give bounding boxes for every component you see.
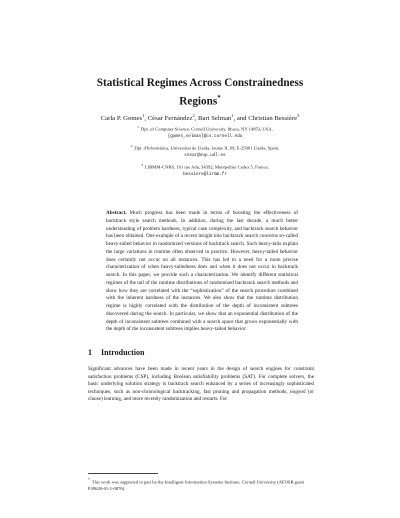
- abstract-heading: Abstract.: [106, 210, 127, 216]
- affiliation: [70, 162, 340, 179]
- affiliation: [70, 143, 340, 160]
- footnote-mark: *: [88, 478, 90, 482]
- author-affil-mark: 1: [142, 113, 145, 118]
- author-affil-mark: 2: [192, 113, 195, 118]
- affiliation-mark: 2: [130, 144, 133, 149]
- title-line-2: [60, 91, 340, 110]
- paper-title: [60, 76, 340, 110]
- author-name: Bart Selman: [198, 115, 232, 123]
- affiliation-list: [70, 124, 340, 181]
- affiliation-text: Dpt. of Computer Science, Cornell University, Ithaca, NY 14853, USA,: [140, 126, 273, 132]
- footnote: [88, 477, 314, 492]
- title-footnote-mark: *: [217, 94, 221, 102]
- affiliation-email: cesar@eup.udl.es: [184, 153, 226, 159]
- author-list: Carla P. Gomes$^1$, Cèsar Fernández$^2$, Bart Selman$^1$, and Christian Bessière$^3$: [100, 113, 300, 123]
- abstract: [106, 210, 298, 334]
- affiliation-mark: 1: [137, 125, 139, 129]
- abstract-text: Much progress has been made in terms of boosting the effectiveness of backtrack style search methods. In addition, during the last decade, a much better understanding of problem hardness, typical case complexity, and backtrack search behavior has been obtained. One example of a recent insight into backtrack search concerns so-called heavy-tailed behavior in randomized versions of backtrack search. Such heavy-tails explain the large variations in runtime often observed in practice. However, heavy-tailed behavior does certainly not occur on all instances. This has led to a need for a more precise characterization of when heavy-tailedness does and when it does not occur in backtrack search. In this paper, we provide such a characterization. We identify different statistical regimes of the tail of the runtime distributions of randomized backtrack search methods and show how they are correlated with the “sophistication” of the search procedure combined with the inherent hardness of the instances. We also show that the runtime distribution regime is highly correlated with the distribution of the depth of inconsistent subtrees discovered during the search. In particular, we show that an exponential distribution of the depth of inconsistent subtrees combined with a search space that grows exponentially with the depth of the inconsistent subtrees implies heavy-tailed behavior.: [106, 210, 298, 333]
- title-line-2-text: Regions: [179, 95, 218, 108]
- author-name: Cèsar Fernández: [147, 115, 193, 123]
- footnote-divider: [88, 473, 158, 474]
- intro-paragraph: Significant advances have been made in recent years in the design of search engines for constraint satisfaction problems (CSP), including Boolean satisfiability problems (SAT). For complete solvers, the basic underlying solution strategy is backtrack search enhanced by a series of increasingly sophisticated techniques, such as non-chronological backtracking, fast pruning and propagation methods, nogood (or clause) learning, and more recently randomization and restarts. For: [88, 366, 314, 403]
- affiliation-text: LIRMM-CNRS, 161 rue Ada, 34392, Montpellier Cedex 5, France,: [144, 164, 269, 170]
- section-heading: [88, 348, 144, 357]
- title-line-1: Statistical Regimes Across Constrainedness: [96, 77, 304, 89]
- author-name: Carla P. Gomes: [100, 115, 143, 123]
- affiliation-email: {gomes,selman}@cs.cornell.edu: [167, 134, 243, 140]
- section-number: 1: [88, 348, 92, 357]
- author-name: Christian Bessière: [248, 115, 298, 123]
- affiliation-email: bessiere@lirmm.fr: [183, 172, 227, 178]
- affiliation: [70, 124, 340, 141]
- author-affil-mark: 3: [297, 113, 300, 118]
- author-affil-mark: 1: [231, 113, 234, 118]
- affiliation-text: Dpt. d'Informàtica, Universitat de Lleida, Jaume II, 69, E-25001 Lleida, Spain,: [134, 145, 280, 151]
- section-title: Introduction: [101, 348, 145, 357]
- affiliation-mark: 3: [141, 163, 143, 168]
- footnote-text: This work was supported in part by the Intelligent Information Systems Institute, Cornell University (AFOSR grant F49620-01-1-0076).: [88, 479, 305, 491]
